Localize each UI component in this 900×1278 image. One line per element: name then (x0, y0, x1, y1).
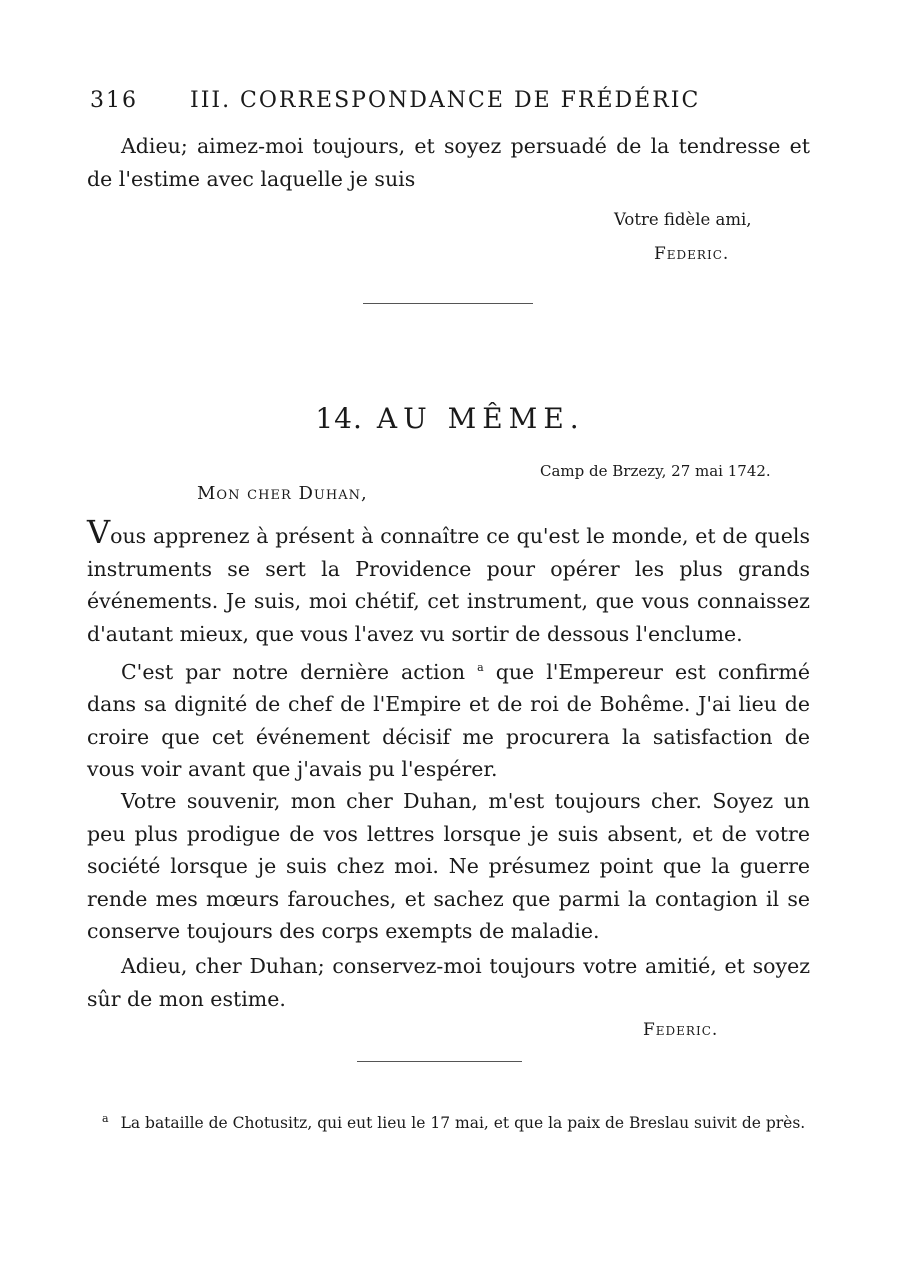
letter-salutation: Mon cher Duhan, (197, 483, 368, 504)
letter-place-date: Camp de Brzezy, 27 mai 1742. (540, 462, 771, 480)
footnote-text: La bataille de Chotusitz, qui eut lieu le 17 mai, et que la paix de Breslau suivit de près. (120, 1114, 806, 1133)
footnote (102, 1112, 822, 1132)
separator-rule (363, 303, 533, 304)
previous-letter-valediction: Votre fidèle ami, (614, 210, 752, 229)
previous-letter-signature: Federic. (654, 244, 730, 264)
footnote-rule (357, 1061, 522, 1062)
letter-paragraph-3: Votre souvenir, mon cher Duhan, m'est toujours cher. Soyez un peu plus prodigue de vos lettres lorsque je suis absent, et de votre société lorsque je suis chez moi. Ne présumez point que la guerre rende mes mœurs farouches, et sachez que parmi la contagion il se conserve toujours des corps exempts de maladie. (87, 789, 810, 943)
page-number: 316 (90, 88, 138, 113)
letter-title: AU MÊME. (376, 402, 585, 435)
letter-paragraph-2: C'est par notre dernière action $^a$ que l'Empereur est confirmé dans sa dignité de chef de l'Empire et de roi de Bohême. J'ai lieu de croire que cet événement décisif me procurera la satisfaction de vous voir avant que j'avais pu l'espérer. (87, 659, 810, 782)
drop-cap: V (87, 513, 111, 551)
footnote-label: a (102, 1112, 109, 1125)
previous-letter-closing: Adieu; aimez-moi toujours, et soyez persuadé de la tendresse et de l'estime avec laquelle je suis (87, 134, 810, 191)
letter-signature: Federic. (643, 1020, 719, 1040)
running-title: III. CORRESPONDANCE DE FRÉDÉRIC (190, 88, 701, 113)
letter-paragraph-4: Adieu, cher Duhan; conservez-moi toujours votre amitié, et soyez sûr de mon estime. (87, 954, 810, 1011)
letter-heading (0, 402, 900, 435)
letter-number: 14. (315, 402, 363, 435)
letter-paragraph-1: Vous apprenez à présent à connaître ce qu'est le monde, et de quels instruments se sert la Providence pour opérer les plus grands événements. Je suis, moi chétif, cet instrument, que vous connaissez d'autant mieux, que vous l'avez vu sortir de dessous l'enclume. (87, 513, 810, 646)
footnote-marker: a (477, 661, 484, 674)
